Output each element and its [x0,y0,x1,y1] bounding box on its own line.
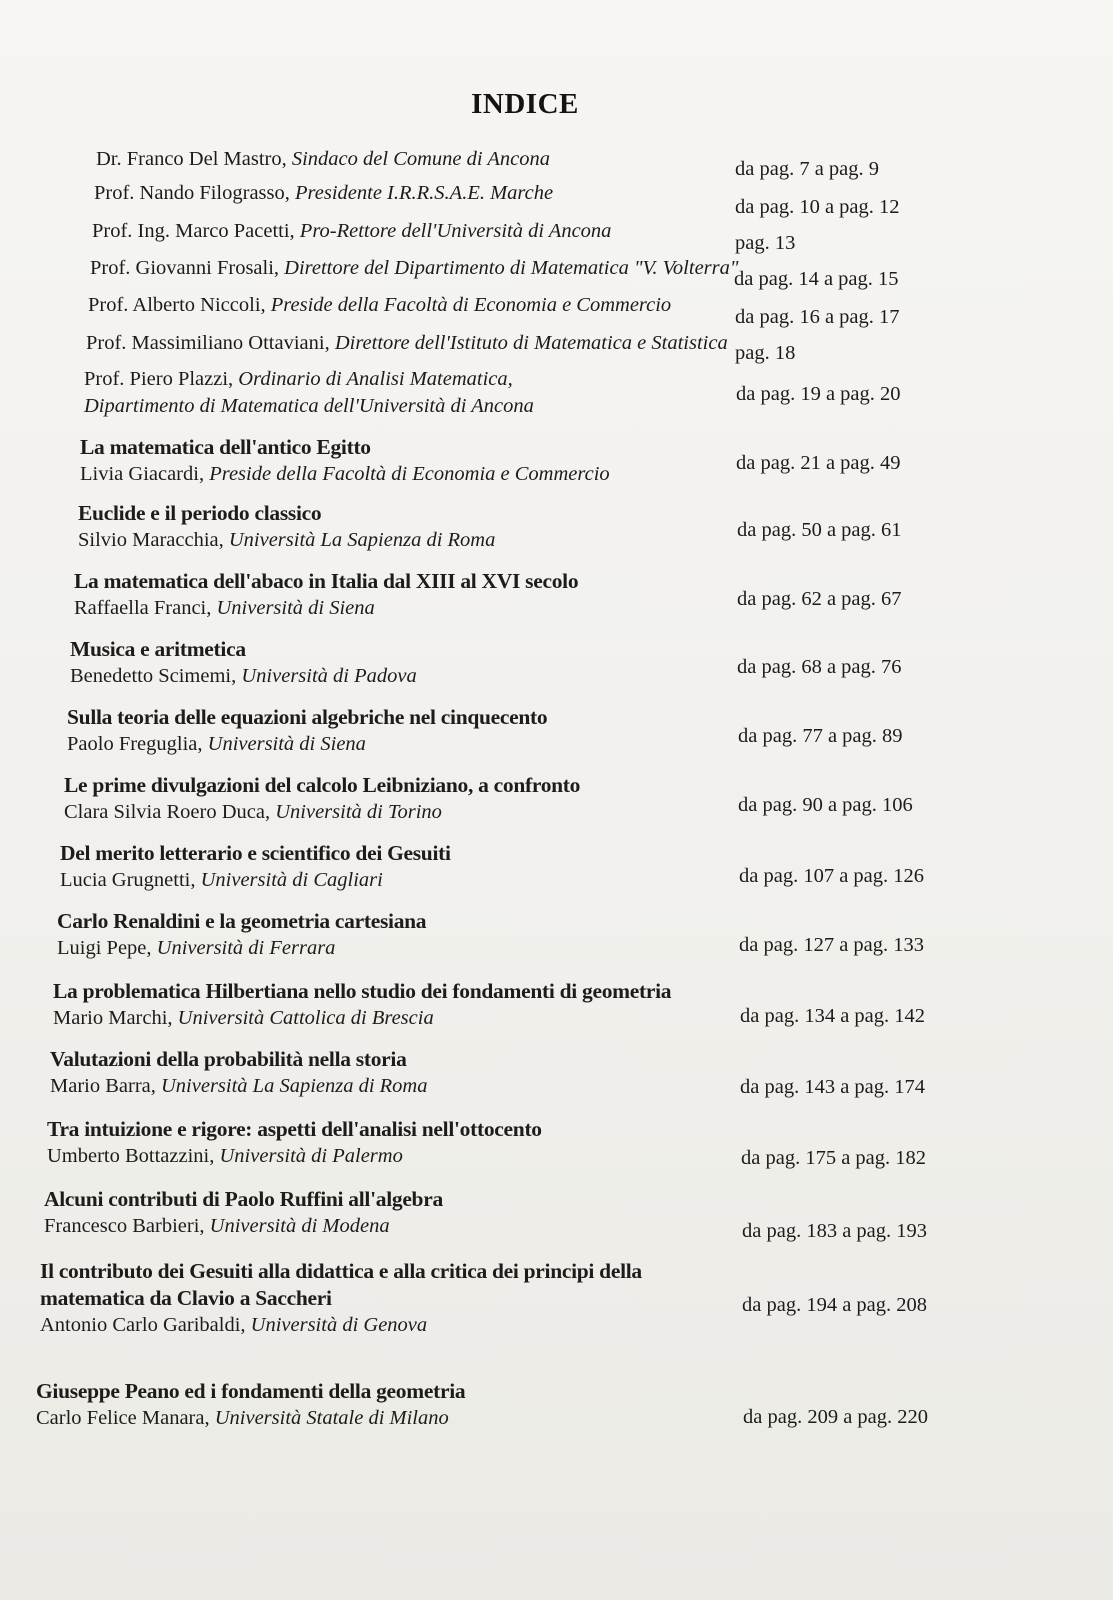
entry-affiliation: Preside della Facoltà di Economia e Commercio [209,463,610,485]
entry-affiliation: Università di Cagliari [200,869,383,891]
entry-affiliation: Pro-Rettore dell'Università di Ancona [299,220,612,242]
entry-affiliation: Sindaco del Comune di Ancona [291,148,550,170]
entry-page-range: da pag. 183 a pag. 193 [742,1220,928,1242]
entry-affiliation: Ordinario di Analisi Matematica, [238,368,513,390]
entry-title-continued: matematica da Clavio a Saccheri [40,1286,332,1310]
entry-affiliation: Università di Palermo [219,1145,403,1167]
entry-author: Benedetto Scimemi, [70,665,242,687]
toc-entry [92,218,611,245]
entry-author-line [36,1405,465,1432]
entry-affiliation: Università di Torino [275,801,442,823]
entry-affiliation: Preside della Facoltà di Economia e Commercio [270,294,672,316]
entry-author-line [88,292,671,319]
entry-title: Giuseppe Peano ed i fondamenti della geometria [36,1379,466,1403]
entry-author: Prof. Giovanni Frosali, [90,257,285,279]
entry-affiliation: Università Statale di Milano [214,1407,449,1429]
entry-author: Prof. Nando Filograsso, [94,182,296,204]
entry-page-range: da pag. 134 a pag. 142 [740,1005,926,1027]
entry-author: Francesco Barbieri, [44,1215,210,1237]
entry-author-line [92,218,611,245]
entry-affiliation: Presidente I.R.R.S.A.E. Marche [295,182,554,204]
entry-page-range: da pag. 21 a pag. 49 [736,452,901,474]
entry-author: Prof. Massimiliano Ottaviani, [86,332,335,354]
toc-entry [90,255,739,282]
entry-author: Prof. Ing. Marco Pacetti, [92,220,300,242]
entry-affiliation: Università di Siena [207,733,366,755]
entry-page-range: da pag. 194 a pag. 208 [742,1294,928,1316]
toc-entry [53,978,671,1032]
entry-title: Le prime divulgazioni del calcolo Leibniziano, a confronto [64,773,581,797]
entry-page-range: da pag. 10 a pag. 12 [735,196,900,218]
entry-title: Sulla teoria delle equazioni algebriche nel cinquecento [67,705,548,729]
entry-title: Musica e aritmetica [70,637,246,661]
entry-author: Luigi Pepe, [57,937,157,959]
entry-author: Antonio Carlo Garibaldi, [40,1314,251,1336]
toc-entry [50,1046,428,1100]
entry-page-range: da pag. 209 a pag. 220 [743,1406,929,1428]
toc-entry [74,568,578,622]
entry-author-line [57,935,426,962]
entry-page-range: da pag. 50 a pag. 61 [737,519,902,541]
entry-page-range: da pag. 175 a pag. 182 [741,1147,927,1169]
entry-title: Euclide e il periodo classico [78,501,322,525]
toc-entry [86,330,728,357]
entry-page-range: da pag. 14 a pag. 15 [734,268,899,290]
entry-author: Prof. Alberto Niccoli, [88,294,271,316]
entry-author: Umberto Bottazzini, [47,1145,220,1167]
entry-page-range: da pag. 7 a pag. 9 [735,158,880,180]
entry-page-range: da pag. 143 a pag. 174 [740,1076,926,1098]
entry-author-line [53,1005,671,1032]
entry-author: Carlo Felice Manara, [36,1407,215,1429]
entry-affiliation: Università Cattolica di Brescia [177,1007,434,1029]
entry-author: Livia Giacardi, [80,463,210,485]
entry-page-range: pag. 18 [735,342,796,364]
toc-entry [78,500,495,554]
entry-page-range: pag. 13 [735,232,796,254]
entry-author-line [67,731,547,758]
entry-author: Prof. Piero Plazzi, [84,368,239,390]
entry-page-range: da pag. 127 a pag. 133 [739,934,925,956]
entry-page-range: da pag. 107 a pag. 126 [739,865,925,887]
entry-affiliation: Università di Modena [209,1215,390,1237]
toc-entry [94,180,553,207]
toc-entry [64,772,580,826]
entry-page-range: da pag. 77 a pag. 89 [738,725,903,747]
entry-title: Carlo Renaldini e la geometria cartesiana [57,909,427,933]
toc-entry [70,636,417,690]
entry-author: Clara Silvia Roero Duca, [64,801,276,823]
entry-author-line [70,663,417,690]
toc-entry [60,840,451,894]
entry-title: Tra intuizione e rigore: aspetti dell'analisi nell'ottocento [47,1117,542,1141]
entry-author: Raffaella Franci, [74,597,217,619]
entry-author-line [47,1143,542,1170]
entry-author-line [86,330,728,357]
toc-entry [88,292,671,319]
entry-author-line [50,1073,428,1100]
entry-affiliation: Università di Genova [250,1314,428,1336]
entry-affiliation: Università di Ferrara [156,937,336,959]
entry-author-line [84,366,534,393]
entry-author: Silvio Maracchia, [78,529,229,551]
entry-title: Il contributo dei Gesuiti alla didattica e alla critica dei principi della [40,1259,642,1283]
entry-affiliation: Università di Padova [241,665,417,687]
entry-affiliation: Università La Sapienza di Roma [161,1075,428,1097]
entry-title: La matematica dell'antico Egitto [80,435,371,459]
entry-author-line [40,1312,642,1339]
entry-author: Lucia Grugnetti, [60,869,201,891]
entry-author-line [96,146,550,173]
entry-author-line [80,461,610,488]
page-title: INDICE [471,88,579,120]
entry-affiliation: Università La Sapienza di Roma [228,529,496,551]
entry-author-line [90,255,739,282]
toc-entry [36,1378,465,1432]
entry-author-line [44,1213,443,1240]
entry-affiliation: Direttore del Dipartimento di Matematica "V. Volterra" [284,257,739,279]
entry-page-range: da pag. 90 a pag. 106 [738,794,913,816]
entry-page-range: da pag. 16 a pag. 17 [735,306,900,328]
entry-title: Alcuni contributi di Paolo Ruffini all'algebra [44,1187,443,1211]
entry-author: Mario Marchi, [53,1007,178,1029]
entry-title: La problematica Hilbertiana nello studio dei fondamenti di geometria [53,979,672,1003]
entry-page-range: da pag. 19 a pag. 20 [736,383,901,405]
entry-affiliation: Direttore dell'Istituto di Matematica e Statistica [334,332,728,354]
entry-author-line [64,799,580,826]
toc-entry [47,1116,542,1170]
toc-entry [67,704,547,758]
entry-page-range: da pag. 68 a pag. 76 [737,656,902,678]
entry-author-line [78,527,495,554]
entry-author-line [74,595,578,622]
toc-entry [57,908,426,962]
entry-title: La matematica dell'abaco in Italia dal XIII al XVI secolo [74,569,579,593]
entry-title: Valutazioni della probabilità nella storia [50,1047,407,1071]
entry-author: Paolo Freguglia, [67,733,208,755]
toc-entry [84,366,534,420]
entry-affiliation-continued: Dipartimento di Matematica dell'Università di Ancona [84,395,534,417]
entry-author-line [60,867,451,894]
entry-author-line [94,180,553,207]
toc-entry [44,1186,443,1240]
entry-author: Mario Barra, [50,1075,161,1097]
entry-author: Dr. Franco Del Mastro, [96,148,292,170]
entry-page-range: da pag. 62 a pag. 67 [737,588,902,610]
toc-entry [96,146,550,173]
entry-affiliation: Università di Siena [216,597,375,619]
toc-entry [80,434,610,488]
toc-entry [40,1258,642,1339]
entry-title: Del merito letterario e scientifico dei Gesuiti [60,841,451,865]
